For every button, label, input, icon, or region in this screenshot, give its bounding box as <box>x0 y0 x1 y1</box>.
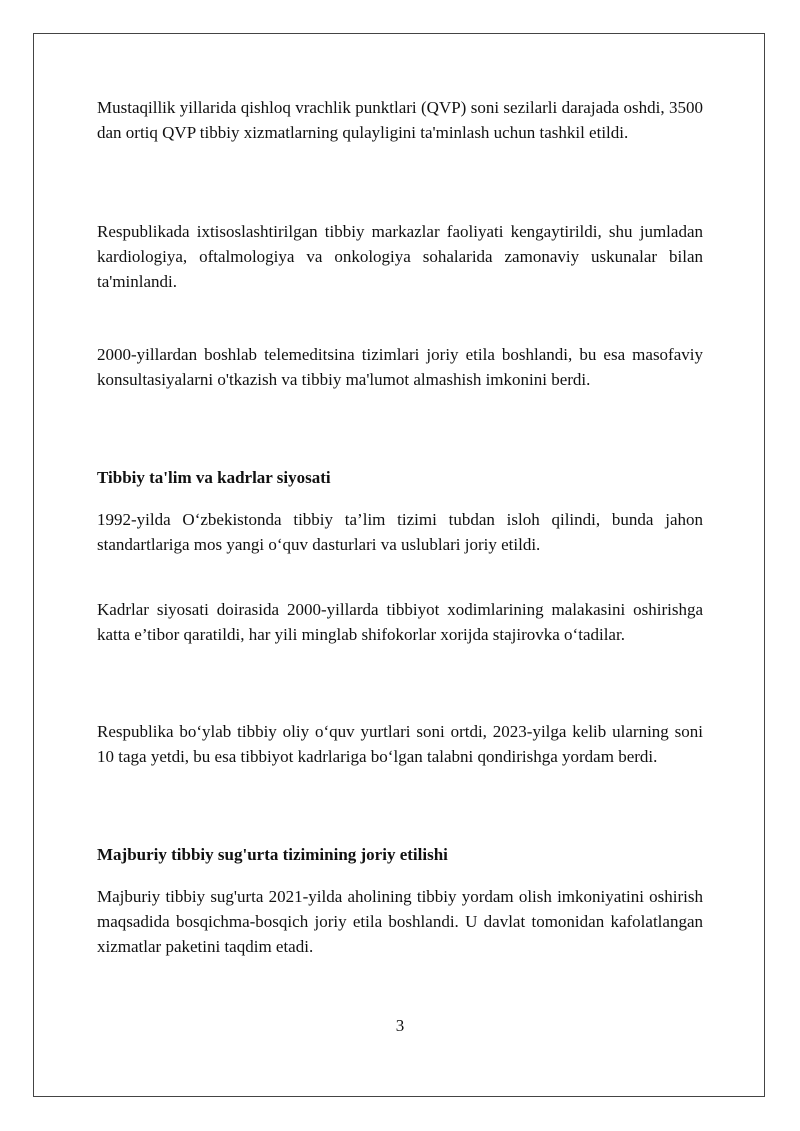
paragraph-universities: Respublika bo‘ylab tibbiy oliy o‘quv yurtlari soni ortdi, 2023-yilga kelib ularning soni 10 taga yetdi, bu esa tibbiyot kadrlariga bo‘lgan talabni qondirishga yordam berdi. <box>97 722 703 766</box>
paragraph-telemedicine: 2000-yillardan boshlab telemeditsina tizimlari joriy etila boshlandi, bu esa masofaviy konsultasiyalarni o'tkazish va tibbiy ma'lumot almashish imkonini berdi. <box>97 345 703 389</box>
paragraph-personnel-policy: Kadrlar siyosati doirasida 2000-yillarda tibbiyot xodimlarining malakasini oshirishga katta e’tibor qaratildi, har yili minglab shifokorlar xorijda stajirovka o‘tadilar. <box>97 600 703 644</box>
section-heading-medical-education: Tibbiy ta'lim va kadrlar siyosati <box>97 468 331 487</box>
paragraph-insurance: Majburiy tibbiy sug'urta 2021-yilda aholining tibbiy yordam olish imkoniyatini oshirish maqsadida bosqichma-bosqich joriy etila boshlandi. U davlat tomonidan kafolatlangan xizmatlar paketini taqdim etadi. <box>97 887 703 956</box>
paragraph-specialized-centers: Respublikada ixtisoslashtirilgan tibbiy markazlar faoliyati kengaytirildi, shu jumladan kardiologiya, oftalmologiya va onkologiya sohalarida zamonaviy uskunalar bilan ta'minlandi. <box>97 222 703 291</box>
section-heading-insurance: Majburiy tibbiy sug'urta tizimining joriy etilishi <box>97 845 448 864</box>
paragraph-qvp: Mustaqillik yillarida qishloq vrachlik punktlari (QVP) soni sezilarli darajada oshdi, 3500 dan ortiq QVP tibbiy xizmatlarning qulayligini ta'minlash uchun tashkil etildi. <box>97 98 703 142</box>
page-number: 3 <box>395 1016 405 1035</box>
paragraph-education-reform: 1992-yilda O‘zbekistonda tibbiy ta’lim tizimi tubdan isloh qilindi, bunda jahon standartlariga mos yangi o‘quv dasturlari va uslublari joriy etildi. <box>97 510 703 554</box>
